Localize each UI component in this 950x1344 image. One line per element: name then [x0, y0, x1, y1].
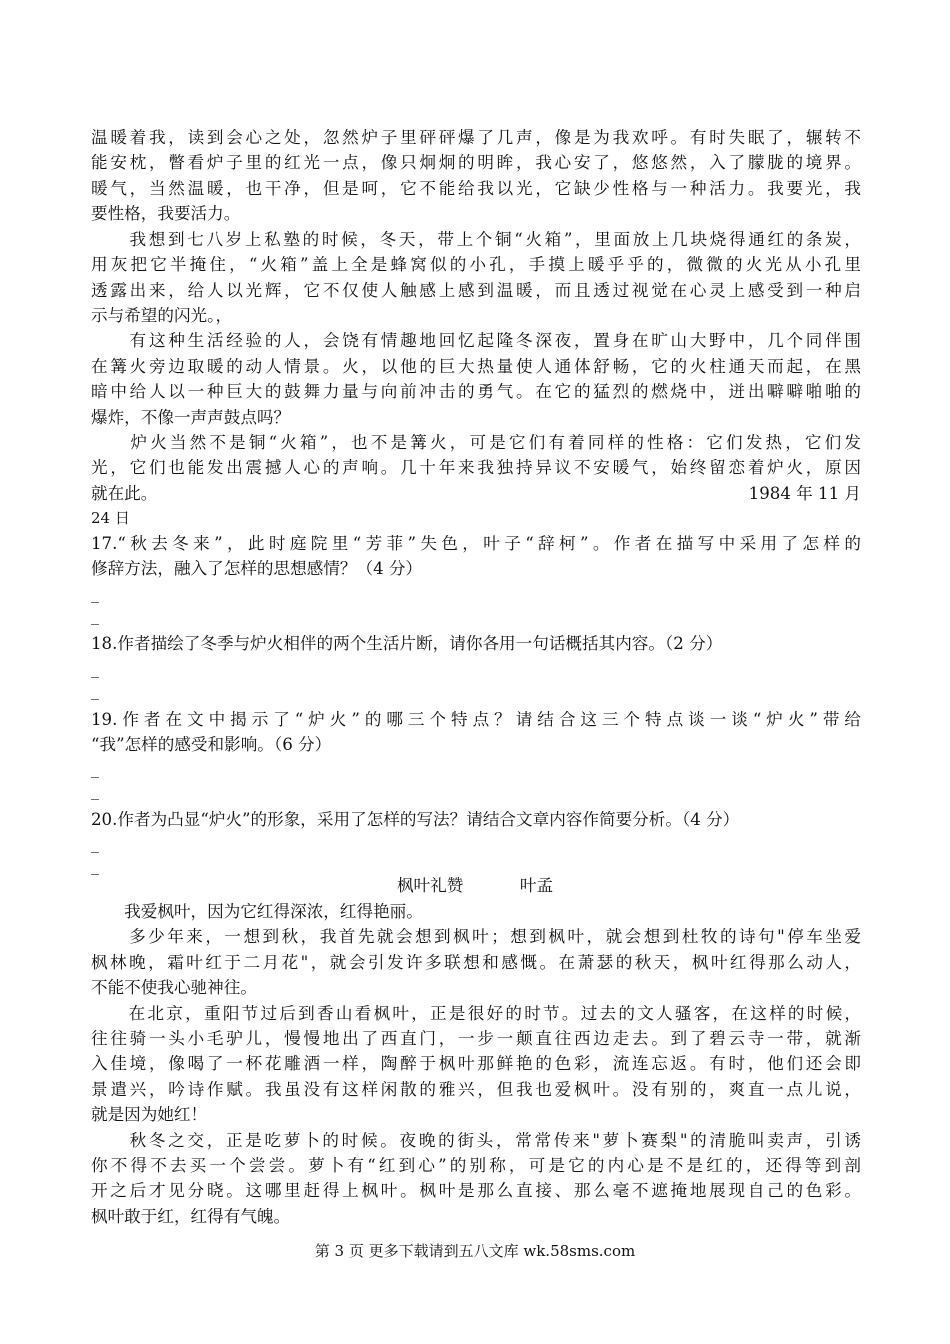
- passage-line: 景遣兴，吟诗作赋。我虽没有这样闲散的雅兴，但我也爱枫叶。没有别的，爽直一点儿说，: [91, 1080, 861, 1099]
- passage-line: 秋冬之交，正是吃萝卜的时候。夜晚的街头，常常传来"萝卜赛梨"的清脆叫卖声，引诱: [91, 1131, 861, 1150]
- question-19-cont: “我”怎样的感受和影响。（6 分）: [91, 735, 332, 754]
- passage-date: 1984 年 11 月: [748, 484, 861, 503]
- passage-line: 温暖着我，读到会心之处，忽然炉子里砰砰爆了几声，像是为我欢呼。有时失眠了，辗转不: [91, 128, 861, 147]
- answer-blank[interactable]: _: [91, 681, 99, 700]
- passage-line: 多少年来，一想到秋，我首先就会想到枫叶；想到枫叶，就会想到杜牧的诗句"停车坐爱: [91, 927, 861, 946]
- passage-line: 入佳境，像喝了一杯花雕酒一样，陶醉于枫叶那鲜艳的色彩，流连忘返。有时，他们还会即: [91, 1054, 861, 1073]
- passage-line: 往往骑一头小毛驴儿，慢慢地出了西直门，一步一颠直往西边走去。到了碧云寺一带，就渐: [91, 1029, 861, 1048]
- passage-2-author: 叶孟: [519, 876, 554, 895]
- question-19: 19.作者在文中揭示了“炉火”的哪三个特点？请结合这三个特点谈一谈“炉火”带给: [91, 710, 861, 729]
- passage-line: 爆炸，不像一声声鼓点吗？: [91, 408, 291, 427]
- question-20: 20.作者为凸显“炉火”的形象，采用了怎样的写法？请结合文章内容作简要分析。（4 分）: [91, 810, 740, 829]
- answer-blank[interactable]: _: [91, 781, 99, 800]
- passage-closing-text: 就在此。: [91, 484, 158, 503]
- passage-line: 光，它们也能发出震撼人心的声响。几十年来我独持异议不安暖气，始终留恋着炉火，原因: [91, 458, 861, 477]
- passage-line: 枫叶敢于红，红得有气魄。: [91, 1207, 291, 1226]
- passage-last-line: [91, 481, 861, 507]
- passage-line: 枫林晚，霜叶红于二月花"，就会引发许多联想和感慨。在萧瑟的秋天，枫叶红得那么动人，: [91, 953, 861, 972]
- passage-line: 要性格，我要活力。: [91, 204, 241, 223]
- passage-line: 有这种生活经验的人，会饶有情趣地回忆起隆冬深夜，置身在旷山大野中，几个同伴围: [91, 331, 861, 350]
- answer-blank[interactable]: _: [91, 606, 99, 625]
- passage-line: 用灰把它半掩住，“火箱”盖上全是蜂窝似的小孔，手摸上暖乎乎的，微微的火光从小孔里: [91, 255, 861, 274]
- passage-line: 我想到七八岁上私塾的时候，冬天，带上个铜“火箱”，里面放上几块烧得通红的条炭，: [91, 230, 861, 249]
- answer-blank[interactable]: _: [91, 856, 99, 875]
- passage-line: 不能不使我心驰神往。: [91, 978, 257, 997]
- page-footer: 第 3 页 更多下载请到五八文库 wk.58sms.com: [314, 1242, 636, 1260]
- passage-line: 暗中给人以一种巨大的鼓舞力量与向前冲击的勇气。在它的猛烈的燃烧中，迸出噼噼啪啪的: [91, 382, 861, 401]
- passage-line: 就是因为她红！: [91, 1105, 208, 1124]
- answer-blank[interactable]: _: [91, 584, 99, 603]
- passage-line: 能安枕，瞥看炉子里的红光一点，像只炯炯的明眸，我心安了，悠悠然，入了朦胧的境界。: [91, 153, 861, 172]
- passage-line: 你不得不去买一个尝尝。萝卜有“红到心”的别称，可是它的内心是不是红的，还得等到剖: [91, 1156, 861, 1175]
- question-17: 17.“秋去冬来”，此时庭院里“芳菲”失色，叶子“辞柯”。作者在描写中采用了怎样的: [91, 534, 861, 553]
- passage-2-heading: [0, 873, 950, 899]
- passage-line: 我爱枫叶，因为它红得深浓，红得艳丽。: [91, 902, 423, 921]
- passage-line: 暖气，当然温暖，也干净，但是呵，它不能给我以光，它缺少性格与一种活力。我要光，我: [91, 179, 861, 198]
- passage-line: 炉火当然不是铜“火箱”，也不是篝火，可是它们有着同样的性格：它们发热，它们发: [91, 433, 861, 452]
- question-17-cont: 修辞方法，融入了怎样的思想感情？（4 分）: [91, 559, 423, 578]
- passage-line: 开之后才见分晓。这哪里赶得上枫叶。枫叶是那么直接、那么毫不遮掩地展现自己的色彩。: [91, 1181, 861, 1200]
- question-18: 18.作者描绘了冬季与炉火相伴的两个生活片断，请你各用一句话概括其内容。（2 分）: [91, 634, 723, 653]
- passage-line: 在篝火旁边取暖的动人情景。火，以他的巨大热量使人通体舒畅，它的火柱通天而起，在黑: [91, 357, 861, 376]
- passage-date-cont: 24 日: [91, 509, 130, 527]
- answer-blank[interactable]: _: [91, 759, 99, 778]
- passage-line: 示与希望的闪光。，: [91, 306, 233, 325]
- answer-blank[interactable]: _: [91, 834, 99, 853]
- passage-line: 透露出来，给人以光辉，它不仅使人触感上感到温暖，而且透过视觉在心灵上感受到一种启: [91, 281, 861, 300]
- passage-line: 在北京，重阳节过后到香山看枫叶，正是很好的时节。过去的文人骚客，在这样的时候，: [91, 1004, 861, 1023]
- passage-2-title: 枫叶礼赞: [396, 876, 464, 895]
- answer-blank[interactable]: _: [91, 659, 99, 678]
